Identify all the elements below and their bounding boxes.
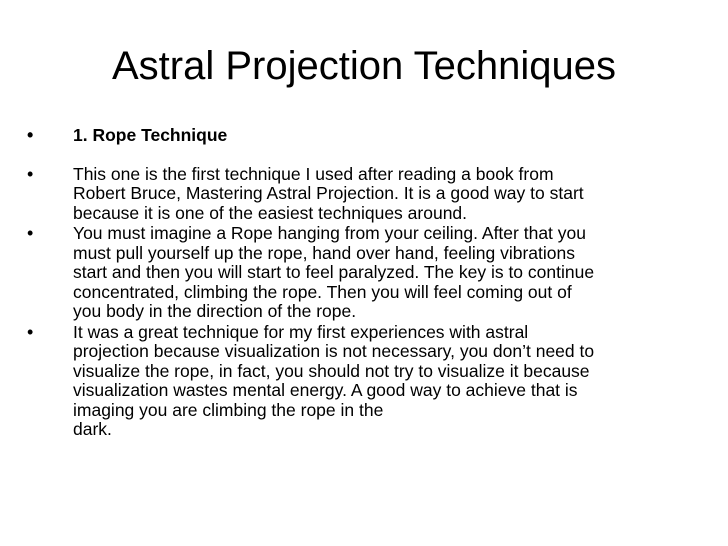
bullet-line: 1. Rope Technique: [73, 125, 228, 145]
bullet-line: because it is one of the easiest techniques around.: [73, 202, 468, 223]
bullet-dot: •: [27, 125, 34, 145]
bullet-line: visualize the rope, in fact, you should not try to visualize it because: [73, 360, 590, 381]
bullet-list: [27, 126, 707, 440]
bullet-line: visualization wastes mental energy. A good way to achieve that is: [73, 380, 578, 400]
bullet-line: You must imagine a Rope hanging from your ceiling. After that you: [73, 223, 586, 243]
bullet-rope-technique-heading: [27, 126, 707, 146]
bullet-great-technique: [27, 323, 707, 440]
bullet-line: projection because visualization is not necessary, you don’t need to: [73, 341, 595, 361]
bullet-line: you body in the direction of the rope.: [73, 301, 357, 321]
bullet-dot: •: [27, 163, 34, 184]
bullet-first-technique: [27, 165, 707, 224]
slide-title: Astral Projection Techniques: [112, 44, 616, 88]
bullet-line: dark.: [73, 419, 112, 439]
bullet-dot: •: [27, 223, 34, 243]
bullet-line: imaging you are climbing the rope in the: [73, 399, 384, 420]
bullet-line: It was a great technique for my first experiences with astral: [73, 321, 529, 342]
bullet-line: start and then you will start to feel paralyzed. The key is to continue: [73, 262, 595, 282]
bullet-line: concentrated, climbing the rope. Then you will feel coming out of: [73, 281, 572, 302]
bullet-line: must pull yourself up the rope, hand over hand, feeling vibrations: [73, 242, 575, 263]
bullet-dot: •: [27, 321, 34, 342]
bullet-imagine-rope: [27, 224, 707, 322]
bullet-line: This one is the first technique I used after reading a book from: [73, 163, 554, 184]
bullet-line: Robert Bruce, Mastering Astral Projection. It is a good way to start: [73, 183, 584, 203]
